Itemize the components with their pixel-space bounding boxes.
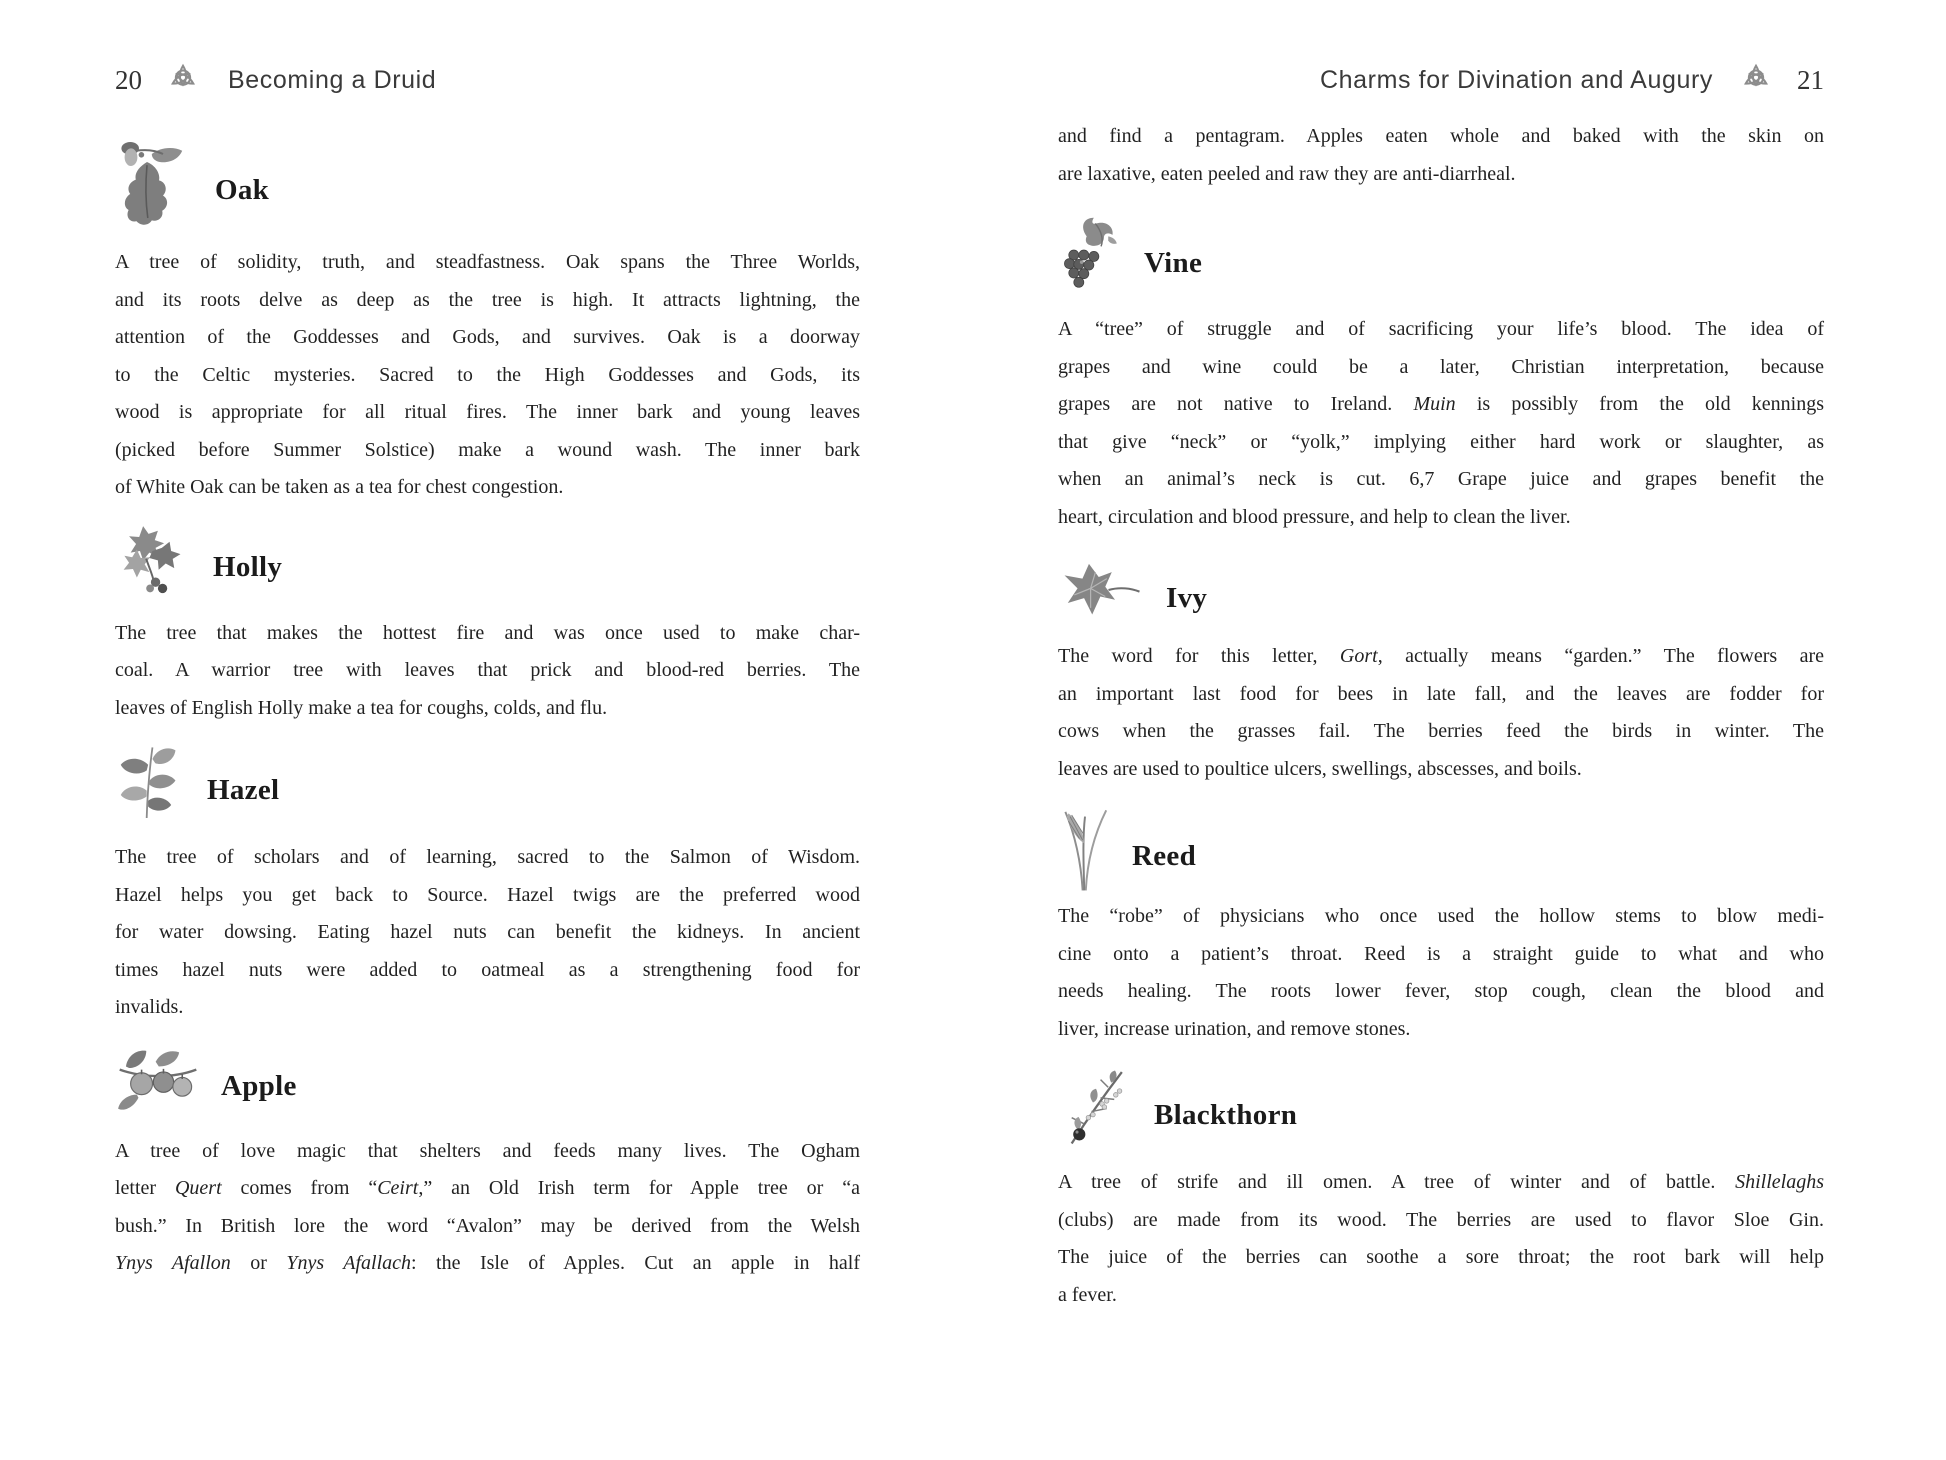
section-apple — [115, 1043, 860, 1283]
heading-holly: Holly — [213, 551, 283, 583]
section-head-holly — [115, 523, 860, 597]
paragraph-apple: A tree of love magic that shelters and feeds many lives. The Ogham letter Quert comes from “Ceirt,” an Old Irish term for Apple tree or “a bush.” In British lore the word “Avalon” may be derived from the Welsh Ynys Afallon or Ynys Afallach: the Isle of Apples. Cut an apple in half — [115, 1139, 861, 1274]
paragraph-hazel: The tree of scholars and of learning, sacred to the Salmon of Wisdom. Hazel helps you get back to Source. Hazel twigs are the preferred wood for water dowsing. Eating hazel nuts can benefit the kidneys. In ancient times hazel nuts were added to oatmeal as a strengthening food for invalids. — [115, 846, 860, 1018]
section-head-oak — [115, 138, 860, 226]
section-head-ivy — [1058, 560, 1824, 620]
continuation-paragraph: and find a pentagram. Apples eaten whole and baked with the skin on are laxative, eaten peeled and raw they are anti-diarrheal. — [1058, 125, 1824, 185]
section-vine — [1058, 213, 1824, 536]
paragraph-reed: The “robe” of physicians who once used the hollow stems to blow medi- cine onto a patient’s throat. Reed is a straight guide to what and who needs healing. The roots lower fever, stop cough, clean the blood and liver, increase urination, and remove stones. — [1058, 905, 1824, 1040]
holly-illustration — [115, 523, 193, 597]
page-right — [973, 0, 1946, 1460]
heading-apple: Apple — [221, 1070, 297, 1102]
section-ivy — [1058, 560, 1824, 788]
paragraph-holly: The tree that makes the hottest fire and was once used to make char- coal. A warrior tree with leaves that prick and blood-red berries. The leaves of English Holly make a tea for coughs, colds, and flu. — [115, 621, 860, 719]
paragraph-blackthorn: A tree of strife and ill omen. A tree of winter and of battle. Shillelaghs (clubs) are made from its wood. The berries are used to flavor Sloe Gin. The juice of the berries can soothe a sore throat; the root bark will help a fever. — [1058, 1171, 1824, 1306]
triquetra-knot-icon — [1739, 63, 1773, 97]
section-head-apple — [115, 1043, 860, 1115]
running-title-left: Becoming a Druid — [228, 65, 437, 94]
heading-reed: Reed — [1132, 839, 1197, 872]
section-holly — [115, 523, 860, 728]
page-number-right: 21 — [1797, 64, 1824, 95]
heading-blackthorn: Blackthorn — [1154, 1098, 1298, 1131]
section-oak — [115, 138, 860, 507]
section-head-reed — [1058, 804, 1824, 892]
section-head-hazel — [115, 743, 860, 821]
triquetra-knot-icon — [166, 63, 200, 97]
vine-grapes-illustration — [1058, 213, 1124, 297]
section-reed — [1058, 804, 1824, 1048]
blackthorn-illustration — [1058, 1064, 1134, 1150]
section-head-blackthorn — [1058, 1064, 1824, 1150]
running-title-right: Charms for Divination and Augury — [1320, 65, 1713, 94]
page-right-content — [1058, 52, 1824, 1314]
paragraph-ivy: The word for this letter, Gort, actually means “garden.” The flowers are an important last food for bees in late fall, and the leaves are fodder for cows when the grasses fail. The berries feed the birds in winter. The leaves are used to poultice ulcers, swellings, abscesses, and boils. — [1058, 645, 1824, 780]
paragraph-oak: A tree of solidity, truth, and steadfastness. Oak spans the Three Worlds, and its roots delve as deep as the tree is high. It attracts lightning, the attention of the Goddesses and Gods, and survives. Oak is a doorway to the Celtic mysteries. Sacred to the High Goddesses and Gods, its wood is appropriate for all ritual fires. The inner bark and young leaves (picked before Summer Solstice) make a wound wash. The inner bark of White Oak can be taken as a tea for chest congestion. — [115, 251, 860, 498]
page-number-left: 20 — [115, 64, 142, 95]
heading-oak: Oak — [215, 173, 270, 206]
heading-ivy: Ivy — [1166, 581, 1208, 614]
paragraph-vine: A “tree” of struggle and of sacrificing your life’s blood. The idea of grapes and wine could be a later, Christian interpretation, because grapes are not native to Ireland. Muin is possibly from the old kennings that give “neck” or “yolk,” implying either hard work or slaughter, as when an animal’s neck is cut. 6,7 Grape juice and grapes benefit the heart, circulation and blood pressure, and help to clean the liver. — [1058, 318, 1824, 528]
section-blackthorn — [1058, 1064, 1824, 1314]
reed-illustration — [1058, 804, 1112, 892]
section-hazel — [115, 743, 860, 1027]
apple-illustration — [115, 1043, 201, 1115]
page-left-content — [115, 52, 860, 1283]
heading-hazel: Hazel — [207, 773, 280, 806]
heading-vine: Vine — [1144, 246, 1203, 279]
section-head-vine — [1058, 213, 1824, 297]
oak-illustration — [115, 138, 195, 226]
running-head-right — [1058, 62, 1824, 98]
hazel-illustration — [115, 743, 187, 821]
running-head-left — [115, 62, 860, 98]
ivy-leaf-illustration — [1058, 560, 1146, 620]
